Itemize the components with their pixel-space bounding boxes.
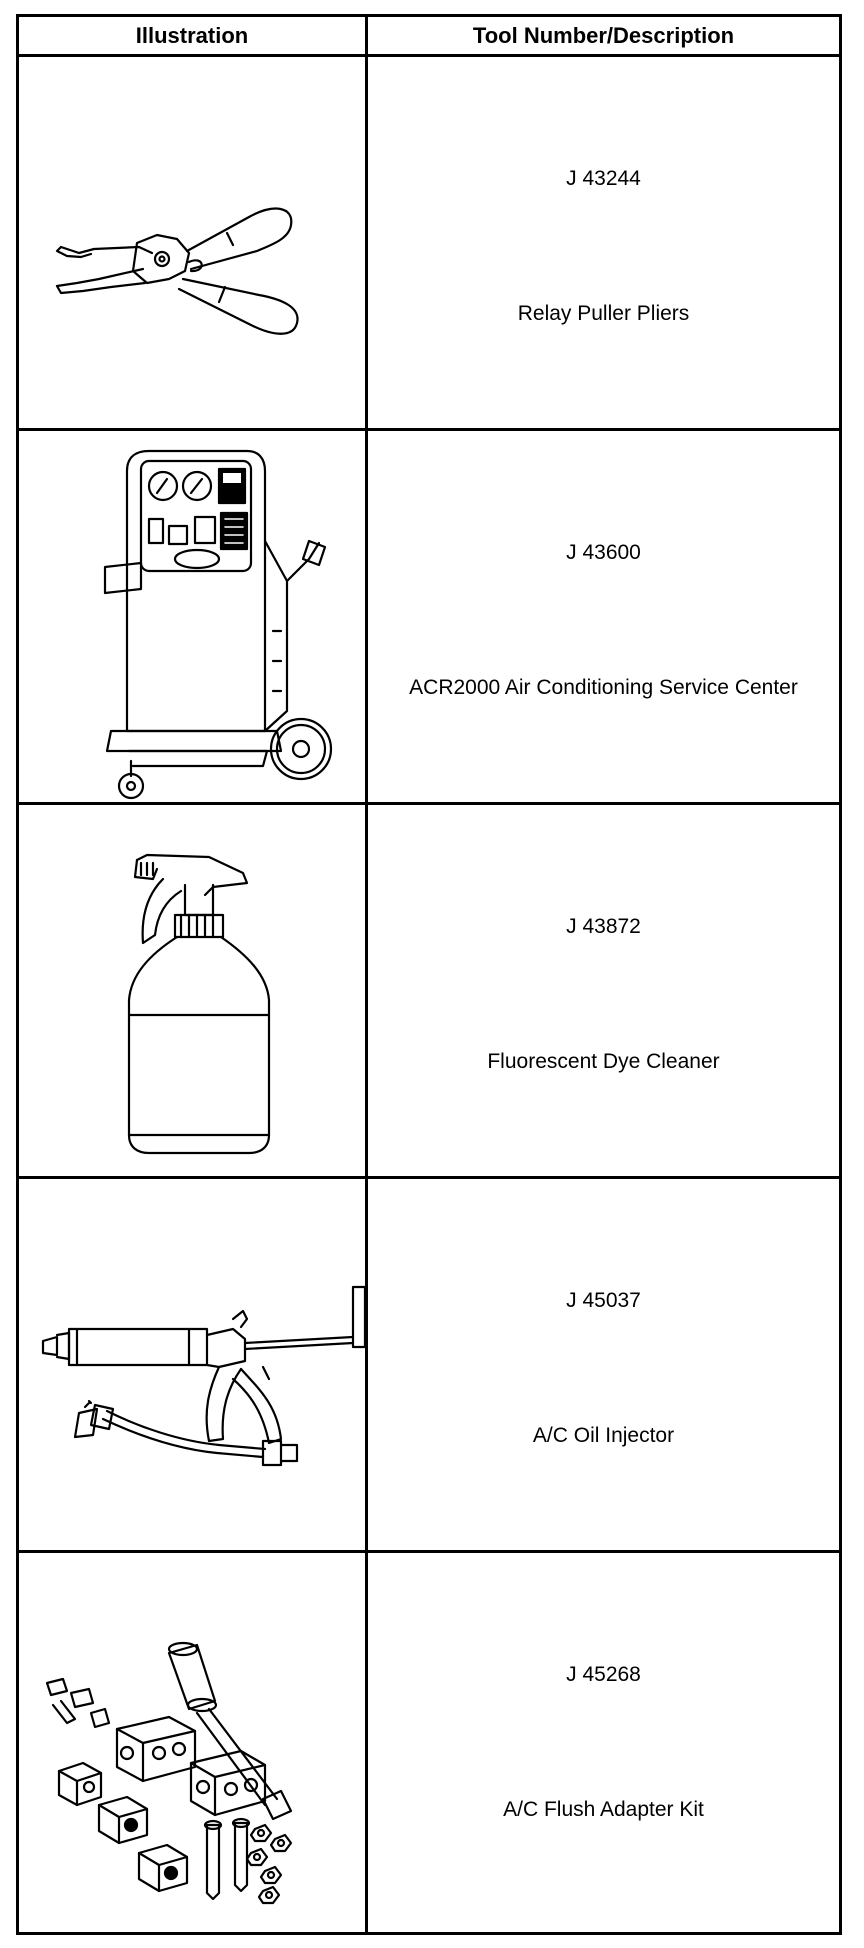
tool-description: Fluorescent Dye Cleaner: [487, 1050, 720, 1073]
tool-number: J 43244: [566, 167, 641, 190]
tool-description: A/C Oil Injector: [532, 1424, 675, 1447]
tool-number: J 43872: [566, 915, 641, 938]
relay-puller-pliers-illustration: [19, 57, 365, 428]
table-row: [19, 1553, 839, 1932]
table-row: [19, 431, 839, 805]
flush-adapter-kit-illustration: [19, 1553, 365, 1932]
table-row: [19, 57, 839, 431]
header-tool: Tool Number/Description: [472, 23, 735, 48]
ac-service-center-illustration: [19, 431, 365, 802]
oil-injector-illustration: [19, 1179, 365, 1550]
tool-description: A/C Flush Adapter Kit: [503, 1798, 704, 1821]
tool-description: Relay Puller Pliers: [517, 302, 690, 325]
tool-description: ACR2000 Air Conditioning Service Center: [409, 676, 798, 699]
tool-number: J 45037: [566, 1289, 641, 1312]
table-row: [19, 805, 839, 1179]
table-row: [19, 1179, 839, 1553]
table-header: [19, 17, 839, 57]
header-illustration: Illustration: [135, 23, 249, 48]
tool-table: [16, 14, 842, 1935]
tool-number: J 45268: [566, 1663, 641, 1686]
tool-number: J 43600: [566, 541, 641, 564]
spray-bottle-illustration: [19, 805, 365, 1176]
